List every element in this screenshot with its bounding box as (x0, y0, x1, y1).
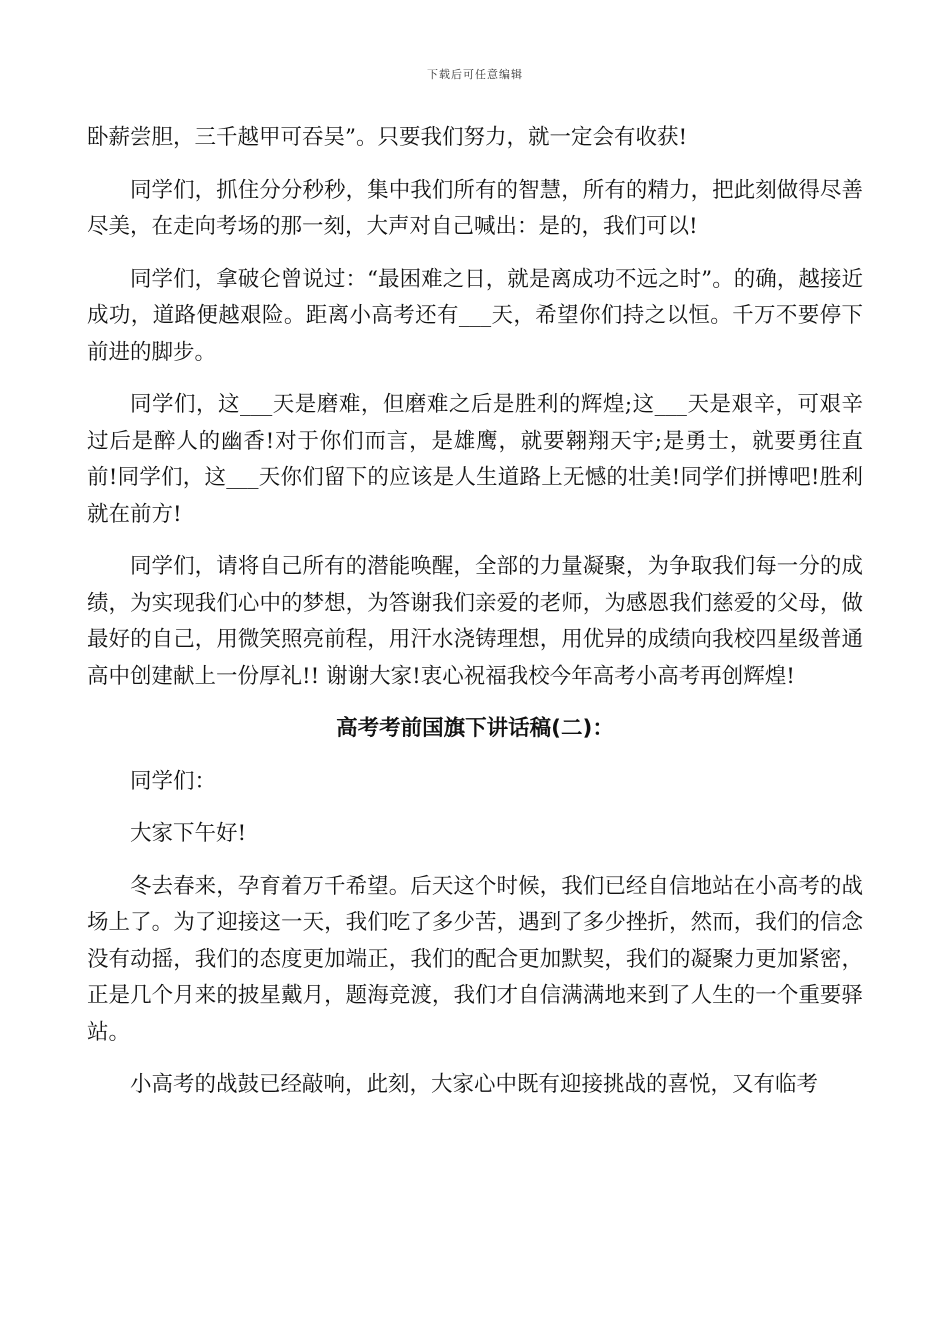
document-body (87, 120, 863, 1120)
section-title: 高考考前国旗下讲话稿(二)： (336, 716, 614, 741)
paragraph: 卧薪尝胆，三千越甲可吞吴”。只要我们努力，就一定会有收获! (87, 125, 688, 150)
paragraph: 冬去春来，孕育着万千希望。后天这个时候，我们已经自信地站在小高考的战场上了。为了迎接这一天，我们吃了多少苦，遇到了多少挫折，然而，我们的信念没有动摇，我们的态度更加端正，我们的配合更加默契，我们的凝聚力更加紧密，正是几个月来的披星戴月，题海竞渡，我们才自信满满地来到了人生的一个重要驿站。 (87, 873, 863, 1045)
greeting: 大家下午好! (130, 821, 247, 846)
paragraph: 同学们，请将自己所有的潜能唤醒，全部的力量凝聚，为争取我们每一分的成绩，为实现我们心中的梦想，为答谢我们亲爱的老师，为感恩我们慈爱的父母，做最好的自己，用微笑照亮前程，用汗水浇铸理想，用优异的成绩向我校四星级普通高中创建献上一份厚礼!! 谢谢大家!衷心祝福我校今年高考小高考再创辉煌! (87, 554, 863, 689)
paragraph: 同学们，拿破仑曾说过：“最困难之日，就是离成功不远之时”。的确，越接近成功，道路便越艰险。距离小高考还有___天，希望你们持之以恒。千万不要停下前进的脚步。 (87, 266, 863, 365)
paragraph: 同学们，这___天是磨难，但磨难之后是胜利的辉煌;这___天是艰辛，可艰辛过后是醉人的幽香!对于你们而言，是雄鹰，就要翱翔天宇;是勇士，就要勇往直前!同学们，这___天你们留下的应该是人生道路上无憾的壮美!同学们拼博吧!胜利就在前方! (87, 392, 863, 527)
paragraph: 同学们，抓住分分秒秒，集中我们所有的智慧，所有的精力，把此刻做得尽善尽美，在走向考场的那一刻，大声对自己喊出：是的，我们可以! (87, 177, 863, 239)
salutation: 同学们： (130, 768, 217, 794)
page-header: 下载后可任意编辑 (427, 68, 523, 81)
paragraph: 小高考的战鼓已经敲响，此刻，大家心中既有迎接挑战的喜悦，又有临考 (130, 1072, 819, 1097)
